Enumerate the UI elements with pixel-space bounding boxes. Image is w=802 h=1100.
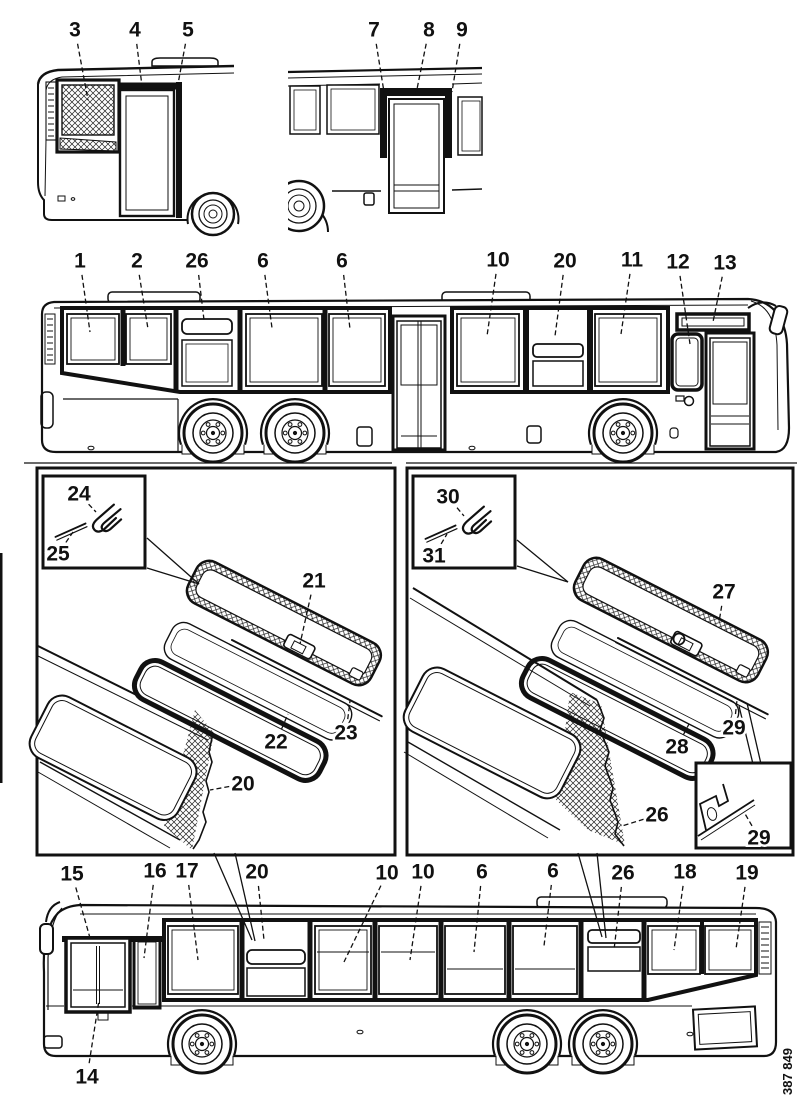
callout-label-6: 6 [476,860,488,884]
callout-label-29: 29 [722,716,746,740]
window-assembly-detail-box-left [24,468,395,855]
callout-label-24: 24 [67,482,91,506]
callout-label-21: 21 [302,569,326,593]
door-aperture [120,90,174,216]
rear-wheel-2 [569,1010,637,1073]
callout-label-26: 26 [645,803,669,827]
callout-label-10: 10 [411,860,435,884]
callout-label-7: 7 [368,18,380,42]
callout-label-15: 15 [60,862,84,886]
rear-wheel-1 [493,1010,561,1073]
vertical-seal-strip [176,82,182,218]
front-wheel [168,1010,236,1073]
callout-label-10: 10 [375,861,399,885]
callout-label-20: 20 [245,860,269,884]
window-band-rear [62,308,390,392]
callout-label-6: 6 [547,859,559,883]
callout-label-12: 12 [666,250,690,274]
rear-wheel-1 [179,399,247,462]
callout-label-31: 31 [422,544,446,568]
window-band-front [452,308,668,392]
callout-label-18: 18 [673,860,697,884]
callout-label-10: 10 [486,248,510,272]
callout-label-5: 5 [182,18,194,42]
wheel [274,181,324,231]
front-wheel [192,193,234,235]
callout-label-9: 9 [456,18,468,42]
profile-inset-border [696,763,791,848]
hatched-door-glass [62,85,114,135]
callout-label-25: 25 [46,542,70,566]
door-leaf [389,99,444,213]
callout-label-6: 6 [336,249,348,273]
callout-label-6: 6 [257,249,269,273]
callout-label-3: 3 [69,18,81,42]
callout-label-19: 19 [735,861,759,885]
window-assembly-detail-box-right [398,468,793,855]
callout-label-29: 29 [747,826,771,850]
page-edge-mark [0,553,3,783]
callout-4-leader [137,44,142,86]
callout-label-26: 26 [611,861,635,885]
door-right-seal [445,88,452,158]
callout-label-1: 1 [74,249,86,273]
callout-label-20: 20 [553,249,577,273]
callout-label-30: 30 [436,485,460,509]
callout-label-11: 11 [620,248,644,272]
bus-right-side-view [24,292,797,463]
callout-label-17: 17 [175,859,199,883]
front-door [66,938,130,1012]
bus-left-side-view [40,897,776,1073]
callout-label-27: 27 [712,580,736,604]
callout-label-8: 8 [423,18,435,42]
front-pillar-vent-grille [48,88,54,136]
front-door-detail-view [38,58,238,235]
rear-wheel-2 [261,399,329,462]
door-left-seal [380,88,387,158]
centre-door-detail-view [270,68,482,232]
callout-label-23: 23 [334,721,358,745]
callout-label-16: 16 [143,859,167,883]
callout-label-26: 26 [185,249,209,273]
mirror [40,924,53,954]
callout-label-14: 14 [75,1065,99,1089]
callout-label-4: 4 [129,18,141,42]
callout-label-28: 28 [665,735,689,759]
callout-label-20: 20 [231,772,255,796]
figure-code: 387 849 [780,1048,795,1095]
callout-label-13: 13 [713,251,737,275]
callout-label-22: 22 [264,730,288,754]
callout-5-leader [178,44,185,84]
front-wheel [589,399,657,462]
callout-label-2: 2 [131,249,143,273]
